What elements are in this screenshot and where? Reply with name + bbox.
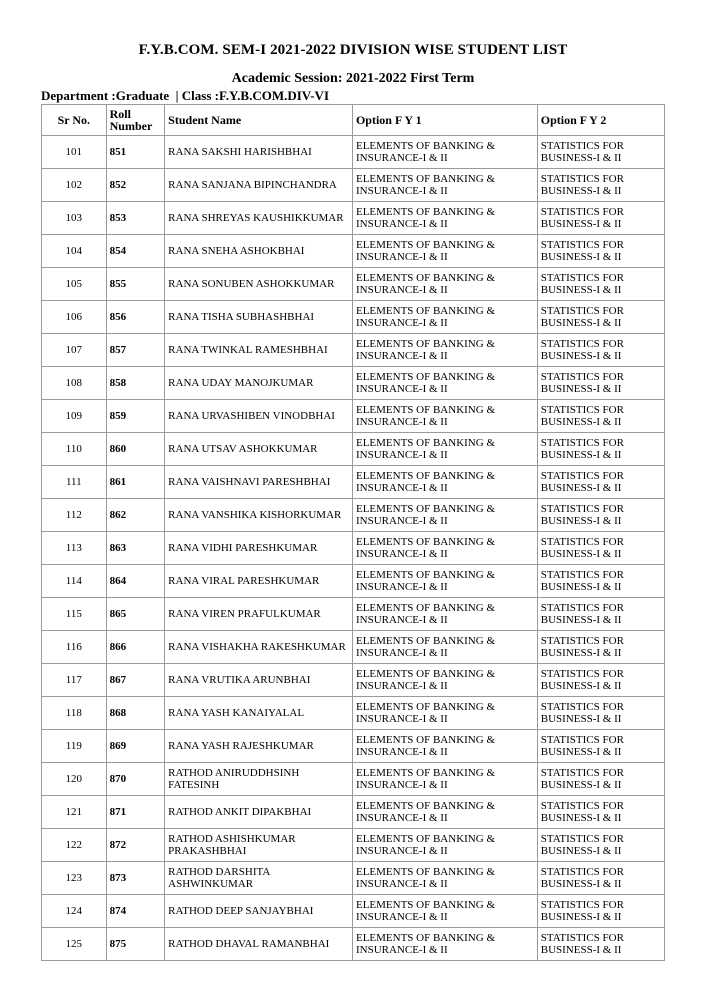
roll-number-cell: 871 [106, 796, 165, 829]
option-fy1-cell: ELEMENTS OF BANKING & INSURANCE-I & II [352, 334, 537, 367]
table-row [42, 697, 665, 730]
option-fy2-cell: STATISTICS FOR BUSINESS-I & II [537, 202, 664, 235]
student-name-cell: RANA SHREYAS KAUSHIKKUMAR [165, 202, 353, 235]
sr-no-cell: 101 [42, 136, 107, 169]
roll-number-cell: 856 [106, 301, 165, 334]
sr-no-cell: 102 [42, 169, 107, 202]
student-name-cell: RATHOD ANKIT DIPAKBHAI [165, 796, 353, 829]
sr-no-cell: 106 [42, 301, 107, 334]
option-fy1-cell: ELEMENTS OF BANKING & INSURANCE-I & II [352, 895, 537, 928]
option-fy2-cell: STATISTICS FOR BUSINESS-I & II [537, 829, 664, 862]
option-fy1-cell: ELEMENTS OF BANKING & INSURANCE-I & II [352, 829, 537, 862]
sr-no-cell: 112 [42, 499, 107, 532]
table-row [42, 202, 665, 235]
column-header-roll-number: Roll Number [106, 105, 165, 136]
option-fy2-cell: STATISTICS FOR BUSINESS-I & II [537, 895, 664, 928]
student-name-cell: RATHOD DEEP SANJAYBHAI [165, 895, 353, 928]
sr-no-cell: 124 [42, 895, 107, 928]
sr-no-cell: 110 [42, 433, 107, 466]
student-name-cell: RATHOD DHAVAL RAMANBHAI [165, 928, 353, 961]
department-class-line: Department :Graduate | Class :F.Y.B.COM.DIV-VI [41, 88, 330, 103]
table-row [42, 631, 665, 664]
option-fy1-cell: ELEMENTS OF BANKING & INSURANCE-I & II [352, 367, 537, 400]
sr-no-cell: 118 [42, 697, 107, 730]
student-name-cell: RANA UTSAV ASHOKKUMAR [165, 433, 353, 466]
table-row [42, 301, 665, 334]
option-fy1-cell: ELEMENTS OF BANKING & INSURANCE-I & II [352, 697, 537, 730]
roll-number-cell: 865 [106, 598, 165, 631]
option-fy1-cell: ELEMENTS OF BANKING & INSURANCE-I & II [352, 268, 537, 301]
option-fy2-cell: STATISTICS FOR BUSINESS-I & II [537, 301, 664, 334]
sr-no-cell: 119 [42, 730, 107, 763]
option-fy1-cell: ELEMENTS OF BANKING & INSURANCE-I & II [352, 763, 537, 796]
option-fy1-cell: ELEMENTS OF BANKING & INSURANCE-I & II [352, 400, 537, 433]
student-name-cell: RANA VIRAL PARESHKUMAR [165, 565, 353, 598]
student-name-cell: RANA UDAY MANOJKUMAR [165, 367, 353, 400]
sr-no-cell: 104 [42, 235, 107, 268]
student-name-cell: RANA SNEHA ASHOKBHAI [165, 235, 353, 268]
option-fy1-cell: ELEMENTS OF BANKING & INSURANCE-I & II [352, 730, 537, 763]
option-fy1-cell: ELEMENTS OF BANKING & INSURANCE-I & II [352, 202, 537, 235]
student-name-cell: RANA SANJANA BIPINCHANDRA [165, 169, 353, 202]
roll-number-cell: 867 [106, 664, 165, 697]
student-list-table [41, 104, 665, 961]
option-fy1-cell: ELEMENTS OF BANKING & INSURANCE-I & II [352, 301, 537, 334]
table-row [42, 169, 665, 202]
column-header-option-fy1: Option F Y 1 [352, 105, 537, 136]
column-header-option-fy2: Option F Y 2 [537, 105, 664, 136]
roll-number-cell: 864 [106, 565, 165, 598]
student-name-cell: RANA YASH RAJESHKUMAR [165, 730, 353, 763]
option-fy1-cell: ELEMENTS OF BANKING & INSURANCE-I & II [352, 532, 537, 565]
sr-no-cell: 109 [42, 400, 107, 433]
option-fy1-cell: ELEMENTS OF BANKING & INSURANCE-I & II [352, 631, 537, 664]
option-fy1-cell: ELEMENTS OF BANKING & INSURANCE-I & II [352, 466, 537, 499]
roll-number-cell: 861 [106, 466, 165, 499]
roll-number-cell: 875 [106, 928, 165, 961]
option-fy2-cell: STATISTICS FOR BUSINESS-I & II [537, 499, 664, 532]
sr-no-cell: 121 [42, 796, 107, 829]
sr-no-cell: 120 [42, 763, 107, 796]
table-row [42, 466, 665, 499]
roll-number-cell: 869 [106, 730, 165, 763]
table-row [42, 862, 665, 895]
option-fy1-cell: ELEMENTS OF BANKING & INSURANCE-I & II [352, 796, 537, 829]
roll-number-cell: 859 [106, 400, 165, 433]
student-name-cell: RATHOD DARSHITA ASHWINKUMAR [165, 862, 353, 895]
option-fy2-cell: STATISTICS FOR BUSINESS-I & II [537, 730, 664, 763]
page-title: F.Y.B.COM. SEM-I 2021-2022 DIVISION WISE STUDENT LIST [138, 42, 568, 58]
option-fy2-cell: STATISTICS FOR BUSINESS-I & II [537, 136, 664, 169]
option-fy2-cell: STATISTICS FOR BUSINESS-I & II [537, 565, 664, 598]
option-fy1-cell: ELEMENTS OF BANKING & INSURANCE-I & II [352, 862, 537, 895]
roll-number-cell: 851 [106, 136, 165, 169]
student-name-cell: RANA VIDHI PARESHKUMAR [165, 532, 353, 565]
student-name-cell: RANA VAISHNAVI PARESHBHAI [165, 466, 353, 499]
table-row [42, 664, 665, 697]
student-name-cell: RANA SAKSHI HARISHBHAI [165, 136, 353, 169]
table-row [42, 829, 665, 862]
sr-no-cell: 116 [42, 631, 107, 664]
roll-number-cell: 868 [106, 697, 165, 730]
student-name-cell: RANA VIREN PRAFULKUMAR [165, 598, 353, 631]
table-row [42, 367, 665, 400]
table-row [42, 400, 665, 433]
option-fy1-cell: ELEMENTS OF BANKING & INSURANCE-I & II [352, 664, 537, 697]
option-fy2-cell: STATISTICS FOR BUSINESS-I & II [537, 532, 664, 565]
sr-no-cell: 125 [42, 928, 107, 961]
student-name-cell: RANA SONUBEN ASHOKKUMAR [165, 268, 353, 301]
option-fy2-cell: STATISTICS FOR BUSINESS-I & II [537, 235, 664, 268]
roll-number-cell: 860 [106, 433, 165, 466]
sr-no-cell: 114 [42, 565, 107, 598]
table-header-row [42, 105, 665, 136]
roll-number-cell: 852 [106, 169, 165, 202]
column-header-sr-no: Sr No. [42, 105, 107, 136]
option-fy2-cell: STATISTICS FOR BUSINESS-I & II [537, 928, 664, 961]
roll-number-cell: 858 [106, 367, 165, 400]
student-name-cell: RATHOD ANIRUDDHSINH FATESINH [165, 763, 353, 796]
option-fy2-cell: STATISTICS FOR BUSINESS-I & II [537, 862, 664, 895]
option-fy2-cell: STATISTICS FOR BUSINESS-I & II [537, 466, 664, 499]
option-fy2-cell: STATISTICS FOR BUSINESS-I & II [537, 796, 664, 829]
table-body [42, 136, 665, 961]
option-fy1-cell: ELEMENTS OF BANKING & INSURANCE-I & II [352, 928, 537, 961]
roll-number-cell: 862 [106, 499, 165, 532]
sr-no-cell: 111 [42, 466, 107, 499]
student-name-cell: RANA URVASHIBEN VINODBHAI [165, 400, 353, 433]
sr-no-cell: 123 [42, 862, 107, 895]
roll-number-cell: 873 [106, 862, 165, 895]
sr-no-cell: 107 [42, 334, 107, 367]
roll-number-cell: 866 [106, 631, 165, 664]
sr-no-cell: 103 [42, 202, 107, 235]
option-fy1-cell: ELEMENTS OF BANKING & INSURANCE-I & II [352, 169, 537, 202]
roll-number-cell: 853 [106, 202, 165, 235]
option-fy2-cell: STATISTICS FOR BUSINESS-I & II [537, 664, 664, 697]
table-row [42, 565, 665, 598]
sr-no-cell: 105 [42, 268, 107, 301]
student-name-cell: RANA VRUTIKA ARUNBHAI [165, 664, 353, 697]
student-name-cell: RANA YASH KANAIYALAL [165, 697, 353, 730]
table-row [42, 499, 665, 532]
sr-no-cell: 115 [42, 598, 107, 631]
option-fy2-cell: STATISTICS FOR BUSINESS-I & II [537, 334, 664, 367]
option-fy1-cell: ELEMENTS OF BANKING & INSURANCE-I & II [352, 565, 537, 598]
sr-no-cell: 117 [42, 664, 107, 697]
student-name-cell: RANA TISHA SUBHASHBHAI [165, 301, 353, 334]
option-fy2-cell: STATISTICS FOR BUSINESS-I & II [537, 268, 664, 301]
table-row [42, 730, 665, 763]
table-row [42, 928, 665, 961]
table-row [42, 532, 665, 565]
roll-number-cell: 872 [106, 829, 165, 862]
option-fy2-cell: STATISTICS FOR BUSINESS-I & II [537, 631, 664, 664]
table-row [42, 796, 665, 829]
table-row [42, 136, 665, 169]
sr-no-cell: 113 [42, 532, 107, 565]
student-name-cell: RATHOD ASHISHKUMAR PRAKASHBHAI [165, 829, 353, 862]
student-name-cell: RANA VISHAKHA RAKESHKUMAR [165, 631, 353, 664]
roll-number-cell: 854 [106, 235, 165, 268]
table-row [42, 433, 665, 466]
roll-number-cell: 863 [106, 532, 165, 565]
option-fy1-cell: ELEMENTS OF BANKING & INSURANCE-I & II [352, 598, 537, 631]
table-row [42, 334, 665, 367]
table-row [42, 895, 665, 928]
option-fy2-cell: STATISTICS FOR BUSINESS-I & II [537, 433, 664, 466]
option-fy2-cell: STATISTICS FOR BUSINESS-I & II [537, 400, 664, 433]
student-name-cell: RANA VANSHIKA KISHORKUMAR [165, 499, 353, 532]
roll-number-cell: 874 [106, 895, 165, 928]
option-fy2-cell: STATISTICS FOR BUSINESS-I & II [537, 367, 664, 400]
option-fy2-cell: STATISTICS FOR BUSINESS-I & II [537, 763, 664, 796]
option-fy2-cell: STATISTICS FOR BUSINESS-I & II [537, 598, 664, 631]
option-fy1-cell: ELEMENTS OF BANKING & INSURANCE-I & II [352, 235, 537, 268]
academic-session: Academic Session: 2021-2022 First Term [231, 71, 475, 86]
column-header-student-name: Student Name [165, 105, 353, 136]
table-row [42, 235, 665, 268]
roll-number-cell: 870 [106, 763, 165, 796]
sr-no-cell: 122 [42, 829, 107, 862]
option-fy2-cell: STATISTICS FOR BUSINESS-I & II [537, 697, 664, 730]
option-fy1-cell: ELEMENTS OF BANKING & INSURANCE-I & II [352, 499, 537, 532]
table-row [42, 268, 665, 301]
option-fy1-cell: ELEMENTS OF BANKING & INSURANCE-I & II [352, 136, 537, 169]
option-fy2-cell: STATISTICS FOR BUSINESS-I & II [537, 169, 664, 202]
table-row [42, 763, 665, 796]
option-fy1-cell: ELEMENTS OF BANKING & INSURANCE-I & II [352, 433, 537, 466]
sr-no-cell: 108 [42, 367, 107, 400]
roll-number-cell: 855 [106, 268, 165, 301]
student-name-cell: RANA TWINKAL RAMESHBHAI [165, 334, 353, 367]
table-row [42, 598, 665, 631]
roll-number-cell: 857 [106, 334, 165, 367]
